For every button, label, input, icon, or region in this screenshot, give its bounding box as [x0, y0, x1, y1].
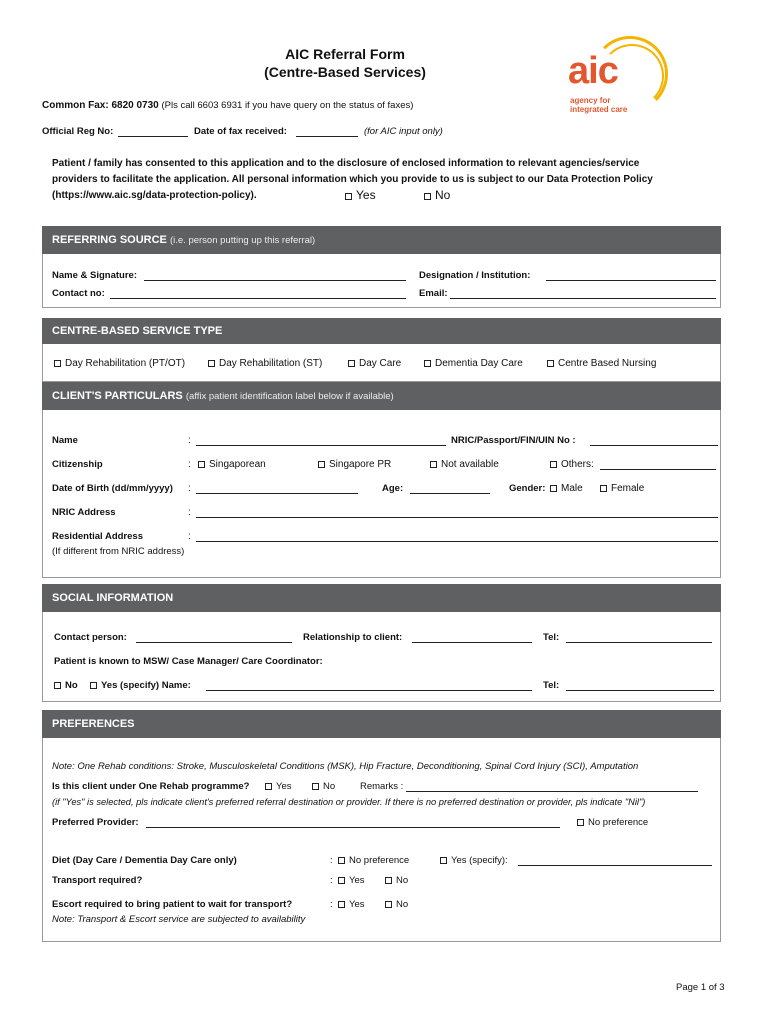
cit-singaporean[interactable] — [198, 459, 266, 470]
option-label: Female — [611, 483, 645, 494]
dob-field[interactable] — [196, 493, 358, 494]
colon: : — [330, 875, 333, 886]
colon: : — [188, 531, 191, 542]
form-title: AIC Referral Form — [285, 46, 405, 62]
diet-specify-field[interactable] — [518, 865, 712, 866]
checkbox-icon — [600, 485, 607, 492]
service-day-rehab-st[interactable] — [208, 358, 322, 369]
logo-tagline-1: agency for — [570, 96, 611, 105]
transport-yes[interactable] — [338, 875, 365, 886]
consent-yes-option[interactable] — [345, 188, 376, 202]
provider-note: (if "Yes" is selected, pls indicate client's preferred referral destination or provider. If there is no preferred destination or provider, pls indicate "Nil") — [52, 797, 646, 807]
logo-tagline-2: integrated care — [570, 105, 628, 114]
aic-logo — [562, 36, 682, 120]
gender-male[interactable] — [550, 483, 583, 494]
colon: : — [188, 507, 191, 518]
colon: : — [188, 459, 191, 470]
option-label: Day Rehabilitation (PT/OT) — [65, 358, 186, 369]
contact-no-field[interactable] — [110, 298, 406, 299]
referring-source-title: REFERRING SOURCE — [52, 234, 167, 246]
page-number: Page 1 of 3 — [676, 982, 725, 993]
checkbox-icon — [385, 901, 392, 908]
service-day-care[interactable] — [348, 358, 401, 369]
msw-name-field[interactable] — [206, 690, 532, 691]
option-label: Others: — [561, 459, 594, 470]
nric-address-label: NRIC Address — [52, 507, 116, 518]
checkbox-icon — [318, 461, 325, 468]
age-label: Age: — [382, 483, 404, 494]
remarks-label: Remarks : — [360, 781, 404, 792]
checkbox-icon — [440, 857, 447, 864]
option-label: Day Care — [359, 358, 402, 369]
checkbox-icon — [265, 783, 272, 790]
consent-line-2: providers to facilitate the application. All personal information which you provide to us is subject to our Data Protection Policy — [52, 174, 653, 185]
contact-no-label: Contact no: — [52, 288, 105, 299]
one-rehab-question: Is this client under One Rehab programme? — [52, 781, 250, 792]
nric-passport-label: NRIC/Passport/FIN/UIN No : — [451, 435, 576, 446]
official-reg-label: Official Reg No: — [42, 126, 114, 137]
client-title: CLIENT'S PARTICULARS — [52, 390, 183, 402]
checkbox-icon — [547, 360, 554, 367]
referring-source-header — [42, 226, 721, 254]
checkbox-icon — [424, 193, 431, 200]
citizenship-label: Citizenship — [52, 459, 103, 470]
consent-no-label: No — [435, 188, 451, 202]
relationship-field[interactable] — [412, 642, 532, 643]
designation-label: Designation / Institution: — [419, 270, 531, 281]
referring-source-subtitle: (i.e. person putting up this referral) — [169, 235, 316, 246]
option-label: Dementia Day Care — [435, 358, 523, 369]
social-header: SOCIAL INFORMATION — [42, 584, 721, 612]
fax-number: Common Fax: 6820 0730 — [42, 100, 159, 111]
service-centre-nursing[interactable] — [547, 358, 656, 369]
service-day-rehab-ptot[interactable] — [54, 358, 185, 369]
escort-label: Escort required to bring patient to wait for transport? — [52, 899, 293, 910]
gender-label: Gender: — [509, 483, 546, 494]
preferred-provider-field[interactable] — [146, 827, 560, 828]
checkbox-icon — [348, 360, 355, 367]
colon: : — [188, 435, 191, 446]
tel-field[interactable] — [566, 642, 712, 643]
consent-no-option[interactable] — [424, 188, 450, 202]
option-label: Singaporean — [209, 459, 266, 470]
email-label: Email: — [419, 288, 448, 299]
diet-no-pref-option[interactable] — [338, 855, 409, 866]
checkbox-icon — [430, 461, 437, 468]
one-rehab-no[interactable] — [312, 781, 335, 792]
preferred-provider-label: Preferred Provider: — [52, 817, 139, 828]
relationship-label: Relationship to client: — [303, 632, 403, 643]
name-signature-field[interactable] — [144, 280, 406, 281]
msw-yes-option[interactable] — [90, 680, 191, 691]
checkbox-icon — [550, 485, 557, 492]
option-label: No — [396, 875, 409, 886]
checkbox-icon — [577, 819, 584, 826]
checkbox-icon — [312, 783, 319, 790]
logo-wordmark: aic — [568, 50, 618, 92]
checkbox-icon — [338, 857, 345, 864]
cit-not-available[interactable] — [430, 459, 499, 470]
checkbox-icon — [338, 877, 345, 884]
contact-person-label: Contact person: — [54, 632, 127, 643]
option-label: No preference — [588, 817, 649, 828]
transport-label: Transport required? — [52, 875, 143, 886]
tel2-label: Tel: — [543, 680, 560, 691]
one-rehab-yes[interactable] — [265, 781, 292, 792]
option-label: Yes (specify) Name: — [101, 680, 191, 691]
checkbox-icon — [385, 877, 392, 884]
cit-singapore-pr[interactable] — [318, 459, 391, 470]
escort-yes[interactable] — [338, 899, 365, 910]
checkbox-icon — [424, 360, 431, 367]
preferences-header: PREFERENCES — [42, 710, 721, 738]
client-name-field[interactable] — [196, 445, 446, 446]
colon: : — [330, 899, 333, 910]
escort-note: Note: Transport & Escort service are subjected to availability — [52, 914, 306, 925]
designation-field[interactable] — [546, 280, 716, 281]
date-fax-label: Date of fax received: — [194, 126, 287, 137]
fax-line — [42, 100, 413, 111]
colon: : — [330, 855, 333, 866]
date-fax-field[interactable] — [296, 136, 358, 137]
option-label: No — [65, 680, 78, 691]
option-label: Day Rehabilitation (ST) — [219, 358, 323, 369]
checkbox-icon — [90, 682, 97, 689]
client-name-label: Name — [52, 435, 78, 446]
transport-no[interactable] — [385, 875, 408, 886]
checkbox-icon — [550, 461, 557, 468]
tel-label: Tel: — [543, 632, 560, 643]
checkbox-icon — [54, 682, 61, 689]
email-field[interactable] — [450, 298, 716, 299]
fax-note: (Pls call 6603 6931 if you have query on the status of faxes) — [161, 100, 414, 111]
no-preference-option[interactable] — [577, 817, 648, 828]
gender-female[interactable] — [600, 483, 644, 494]
service-type-header: CENTRE-BASED SERVICE TYPE — [42, 318, 721, 344]
consent-yes-label: Yes — [356, 188, 376, 202]
service-dementia-day-care[interactable] — [424, 358, 523, 369]
res-address-field[interactable] — [196, 541, 718, 542]
msw-no-option[interactable] — [54, 680, 78, 691]
checkbox-icon — [338, 901, 345, 908]
cit-others[interactable] — [550, 459, 594, 470]
option-label: Singapore PR — [329, 459, 392, 470]
checkbox-icon — [198, 461, 205, 468]
contact-person-field[interactable] — [136, 642, 292, 643]
checkbox-icon — [208, 360, 215, 367]
remarks-field[interactable] — [406, 791, 698, 792]
option-label: Male — [561, 483, 583, 494]
name-signature-label: Name & Signature: — [52, 270, 137, 281]
dob-label: Date of Birth (dd/mm/yyyy) — [52, 483, 173, 494]
tel2-field[interactable] — [566, 690, 714, 691]
escort-no[interactable] — [385, 899, 408, 910]
checkbox-icon — [345, 193, 352, 200]
option-label: Yes — [276, 781, 292, 792]
res-address-label: Residential Address — [52, 531, 143, 542]
res-address-note: (If different from NRIC address) — [52, 546, 185, 557]
consent-line-3: (https://www.aic.sg/data-protection-policy). — [52, 190, 257, 201]
option-label: Yes (specify): — [451, 855, 508, 866]
nric-passport-field[interactable] — [590, 445, 718, 446]
option-label: Yes — [349, 899, 365, 910]
official-reg-field[interactable] — [118, 136, 188, 137]
age-field[interactable] — [410, 493, 490, 494]
client-subtitle: (affix patient identification label below if available) — [185, 391, 394, 402]
option-label: Yes — [349, 875, 365, 886]
form-subtitle: (Centre-Based Services) — [264, 64, 426, 80]
cit-others-field[interactable] — [600, 469, 716, 470]
option-label: Centre Based Nursing — [558, 358, 657, 369]
diet-yes-option[interactable] — [440, 855, 508, 866]
one-rehab-note: Note: One Rehab conditions: Stroke, Musculoskeletal Conditions (MSK), Hip Fracture, Deconditioning, Spinal Cord Injury (SCI), Amputation — [52, 761, 639, 772]
diet-label: Diet (Day Care / Dementia Day Care only) — [52, 855, 237, 866]
option-label: No — [323, 781, 336, 792]
checkbox-icon — [54, 360, 61, 367]
consent-line-1: Patient / family has consented to this application and to the disclosure of enclosed information to relevant agencies/service — [52, 158, 640, 169]
option-label: No preference — [349, 855, 410, 866]
nric-address-field[interactable] — [196, 517, 718, 518]
option-label: Not available — [441, 459, 499, 470]
known-msw-label: Patient is known to MSW/ Case Manager/ Care Coordinator: — [54, 656, 323, 667]
client-header — [42, 382, 721, 410]
colon: : — [188, 483, 191, 494]
option-label: No — [396, 899, 409, 910]
aic-input-note: (for AIC input only) — [364, 126, 443, 137]
